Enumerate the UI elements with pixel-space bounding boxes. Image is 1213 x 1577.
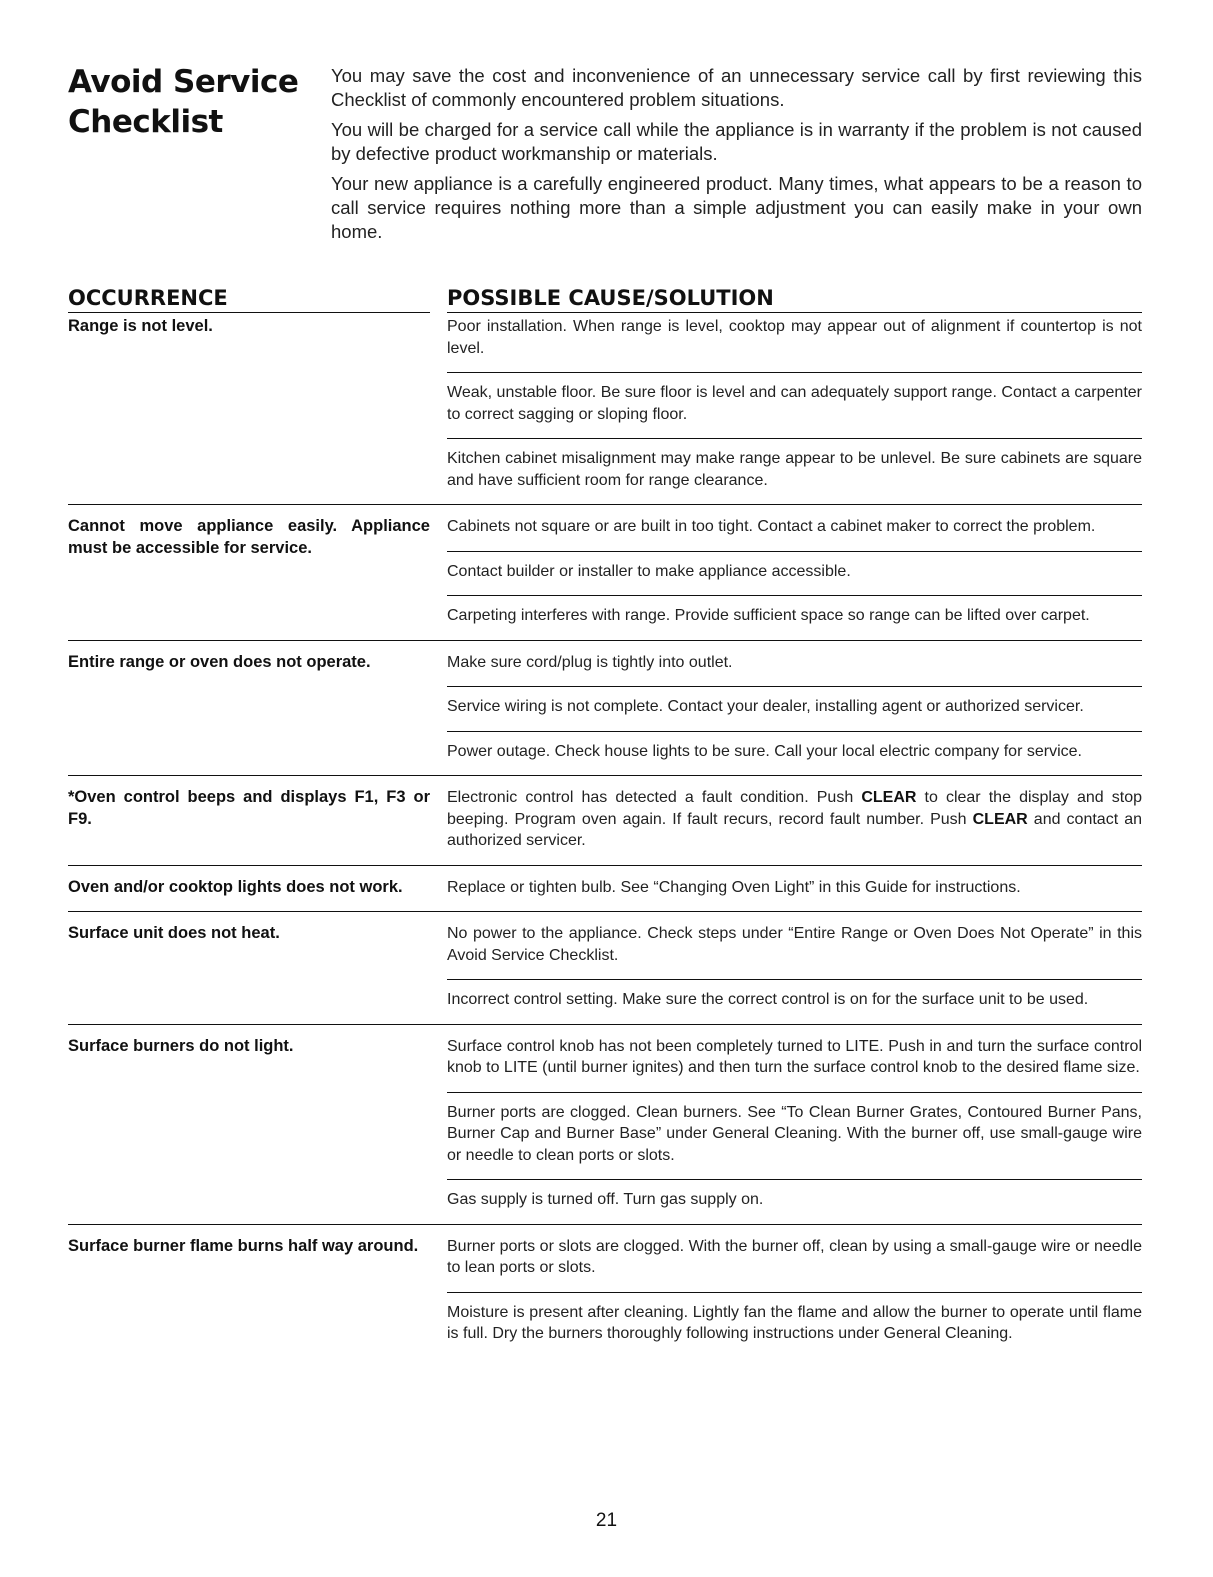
checklist-row xyxy=(68,313,1142,505)
checklist-row xyxy=(68,1225,1142,1358)
intro-paragraph: Your new appliance is a carefully engineered product. Many times, what appears to be a reason to call service requires nothing more than a simple adjustment you can easily make in your own home. xyxy=(331,173,1142,242)
solution-text: Contact builder or installer to make appliance accessible. xyxy=(447,562,851,580)
intro-paragraph: You may save the cost and inconvenience of an unnecessary service call by first reviewing this Checklist of commonly encountered problem situations. xyxy=(331,65,1142,110)
solution-item xyxy=(447,505,1142,551)
solution-text: Carpeting interferes with range. Provide sufficient space so range can be lifted over carpet. xyxy=(447,607,1090,624)
solution-text: Power outage. Check house lights to be sure. Call your local electric company for service. xyxy=(447,742,1082,760)
solution-list xyxy=(447,505,1142,640)
solution-text: Replace or tighten bulb. See “Changing Oven Light” in this Guide for instructions. xyxy=(447,878,1021,896)
solution-item xyxy=(447,372,1142,438)
checklist-table xyxy=(68,313,1142,1358)
solution-list xyxy=(447,313,1142,504)
solution-text: Burner ports are clogged. Clean burners. See “To Clean Burner Grates, Contoured Burner Pans, Burner Cap and Burner Base” under General Cleaning. With the burner off, use small-gauge wire or needle to clean ports or slots. xyxy=(447,1103,1142,1164)
solution-item xyxy=(447,551,1142,596)
solution-text: Gas supply is turned off. Turn gas supply on. xyxy=(447,1191,764,1208)
solution-item xyxy=(447,686,1142,731)
solution-text: Kitchen cabinet misalignment may make range appear to be unlevel. Be sure cabinets are square and have sufficient room for range clearance. xyxy=(447,450,1142,489)
solution-item xyxy=(447,979,1142,1024)
solution-text: Electronic control has detected a fault condition. Push xyxy=(447,789,862,806)
page-title xyxy=(68,62,298,142)
intro-paragraph: You will be charged for a service call while the appliance is in warranty if the problem is not caused by defective product workmanship or materials. xyxy=(331,119,1142,164)
solution-item xyxy=(447,1092,1142,1180)
intro-text xyxy=(331,64,1142,250)
solution-list xyxy=(447,912,1142,1024)
occurrence-text: Entire range or oven does not operate. xyxy=(68,652,371,671)
solution-list xyxy=(447,866,1142,912)
solution-item xyxy=(447,1179,1142,1224)
solution-emphasis: CLEAR xyxy=(861,789,917,806)
occurrence-text: Cannot move appliance easily. Appliance must be accessible for service. xyxy=(68,517,430,557)
solution-text: Incorrect control setting. Make sure the correct control is on for the surface unit to be used. xyxy=(447,991,1089,1008)
solution-text: Burner ports or slots are clogged. With the burner off, clean by using a small-gauge wire or needle to lean ports or slots. xyxy=(447,1237,1142,1276)
checklist-row xyxy=(68,912,1142,1025)
solution-item xyxy=(447,866,1142,912)
solution-item xyxy=(447,595,1142,640)
solution-text: Moisture is present after cleaning. Lightly fan the flame and allow the burner to operate until flame is full. Dry the burners thoroughly following instructions under General Cleaning. xyxy=(447,1303,1142,1342)
solution-text: to clear the display and stop beeping. Program oven again. If fault recurs, record fault number. Push xyxy=(447,789,1142,828)
solution-text: Make sure cord/plug is tightly into outlet. xyxy=(447,653,733,671)
solution-text: No power to the appliance. Check steps under “Entire Range or Oven Does Not Operate” in this Avoid Service Checklist. xyxy=(447,925,1142,964)
solution-item xyxy=(447,438,1142,504)
checklist-row xyxy=(68,866,1142,913)
solution-list xyxy=(447,1225,1142,1358)
checklist-row xyxy=(68,641,1142,777)
occurrence-text: Surface unit does not heat. xyxy=(68,924,280,942)
solution-item xyxy=(447,1225,1142,1292)
solution-text: Poor installation. When range is level, cooktop may appear out of alignment if countertop is not level. xyxy=(447,318,1142,357)
solution-item xyxy=(447,731,1142,776)
solution-text: and contact an authorized servicer. xyxy=(447,810,1142,849)
checklist-row xyxy=(68,505,1142,641)
solution-item xyxy=(447,641,1142,687)
solution-emphasis: CLEAR xyxy=(972,810,1028,828)
occurrence-text: Surface burner flame burns half way around. xyxy=(68,1236,419,1255)
solution-text: Cabinets not square or are built in too tight. Contact a cabinet maker to correct the problem. xyxy=(447,518,1096,535)
occurrence-text: *Oven control beeps and displays F1, F3 or F9. xyxy=(68,788,430,828)
checklist-row xyxy=(68,1025,1142,1225)
title-line-1: Avoid Service xyxy=(68,64,299,100)
solution-header: POSSIBLE CAUSE/SOLUTION xyxy=(447,286,1142,313)
occurrence-text: Surface burners do not light. xyxy=(68,1036,294,1055)
occurrence-text: Range is not level. xyxy=(68,317,213,335)
solution-text: Service wiring is not complete. Contact your dealer, installing agent or authorized servicer. xyxy=(447,698,1084,715)
solution-text: Surface control knob has not been completely turned to LITE. Push in and turn the surface control knob to LITE (until burner ignites) and then turn the surface control knob to the desired flame size. xyxy=(447,1037,1142,1076)
solution-item xyxy=(447,313,1142,372)
solution-text: Weak, unstable floor. Be sure floor is level and can adequately support range. Contact a carpenter to correct sagging or sloping floor. xyxy=(447,384,1142,423)
page-number: 21 xyxy=(595,1510,618,1531)
solution-item xyxy=(447,1292,1142,1358)
solution-item xyxy=(447,912,1142,979)
solution-item xyxy=(447,1025,1142,1092)
occurrence-text: Oven and/or cooktop lights does not work. xyxy=(68,877,403,896)
solution-item xyxy=(447,776,1142,865)
occurrence-header: OCCURRENCE xyxy=(68,286,430,313)
solution-list xyxy=(447,641,1142,776)
checklist-row xyxy=(68,776,1142,866)
solution-list xyxy=(447,1025,1142,1224)
solution-list xyxy=(447,776,1142,865)
title-line-2: Checklist xyxy=(68,104,223,140)
